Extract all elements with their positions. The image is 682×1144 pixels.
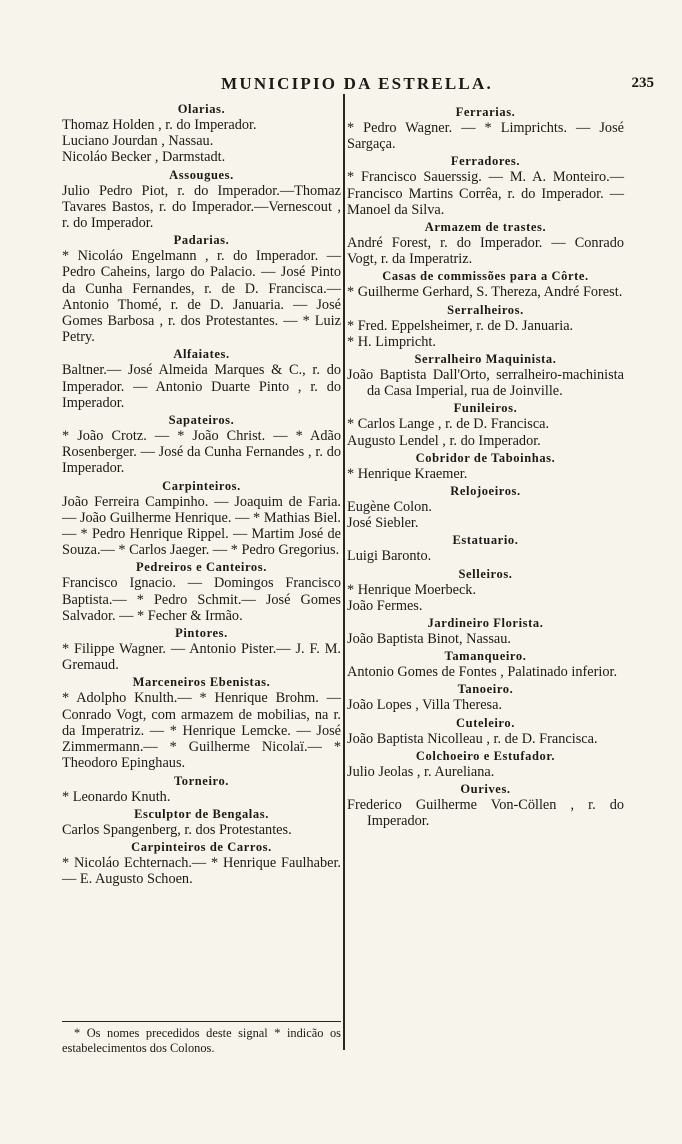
- running-head: MUNICIPIO DA ESTRELLA.: [221, 74, 493, 93]
- section-title: Selleiros.: [458, 566, 513, 581]
- section-title: Estatuario.: [452, 533, 519, 548]
- footnote: * Os nomes precedidos deste signal * indicão os estabelecimentos dos Colonos.: [62, 1021, 341, 1056]
- section-title: Olarias.: [177, 102, 226, 116]
- directory-entry: * Henrique Moerbeck.: [347, 581, 477, 598]
- directory-section: [347, 566, 624, 614]
- directory-section: [347, 715, 624, 747]
- section-title: Serralheiro Maquinista.: [414, 352, 557, 367]
- directory-entry: * Fred. Eppelsheimer, r. de D. Januaria.: [347, 317, 574, 334]
- section-title: Tamanqueiro.: [444, 649, 527, 664]
- directory-section: [62, 101, 341, 166]
- directory-entry: Eugène Colon.: [347, 499, 432, 516]
- directory-entry: * João Crotz. — * João Christ. — * Adão Rosenberger. — José da Cunha Fernandes , r. do Imperador.: [62, 428, 341, 477]
- directory-entry: Antonio Gomes de Fontes , Palatinado inferior.: [347, 664, 618, 681]
- section-title: Ferradores.: [450, 154, 521, 169]
- directory-entry: * Nicoláo Engelmann , r. do Imperador. — Pedro Caheins, largo do Palacio. — José Pinto da Cunha Fernandes, r. de D. Francisca.—Antonio Thomé, r. de D. Januaria. — José Gomes Barbosa , r. dos Protestantes. — * Luiz Petry.: [62, 248, 341, 346]
- directory-entry: * Guilherme Gerhard, S. Thereza, André Forest.: [347, 284, 623, 301]
- directory-entry: * Henrique Kraemer.: [347, 465, 468, 482]
- section-title: Pedreiros e Canteiros.: [136, 560, 267, 575]
- section-title: Torneiro.: [173, 773, 230, 788]
- directory-section: [347, 748, 624, 780]
- section-title: Cuteleiro.: [456, 715, 515, 730]
- right-column: [347, 100, 624, 829]
- directory-section: [62, 478, 341, 559]
- directory-entry: Carlos Spangenberg, r. dos Protestantes.: [62, 821, 292, 838]
- directory-entry: Julio Jeolas , r. Aureliana.: [347, 763, 495, 780]
- directory-entry: Frederico Guilherme Von-Cöllen , r. do Imperador.: [347, 797, 624, 830]
- section-title: Colchoeiro e Estufador.: [415, 748, 556, 763]
- directory-entry: * Pedro Wagner. — * Limprichts. — José Sargaça.: [347, 120, 624, 153]
- directory-section: [62, 167, 341, 232]
- directory-section: [62, 232, 341, 345]
- section-title: Jardineiro Florista.: [427, 616, 544, 631]
- directory-entry: * Francisco Sauerssig. — M. A. Monteiro.— Francisco Martins Corrêa, r. do Imperador. — Manoel da Silva.: [347, 169, 624, 218]
- directory-section: [347, 781, 624, 829]
- directory-section: [347, 532, 624, 564]
- section-title: Esculptor de Bengalas.: [134, 806, 269, 821]
- page-header: [60, 74, 654, 98]
- directory-entry: João Baptista Binot, Nassau.: [347, 631, 512, 648]
- directory-entry: João Lopes , Villa Theresa.: [347, 697, 503, 714]
- directory-entry: Francisco Ignacio. — Domingos Francisco Baptista.— * Pedro Schmit.— José Gomes Salvador. — * Fecher & Irmão.: [62, 575, 341, 624]
- section-title: Casas de commissões para a Côrte.: [382, 269, 589, 284]
- directory-section: [347, 400, 624, 448]
- directory-entry: João Baptista Nicolleau , r. de D. Francisca.: [347, 730, 598, 747]
- directory-entry: * Carlos Lange , r. de D. Francisca.: [347, 416, 550, 433]
- section-title: Assougues.: [169, 167, 234, 182]
- section-title: Serralheiros.: [447, 302, 524, 317]
- section-title: Padarias.: [173, 233, 230, 248]
- section-title: Marceneiros Ebenistas.: [132, 675, 271, 690]
- directory-section: [62, 674, 341, 771]
- directory-section: [62, 346, 341, 411]
- directory-entry: Nicoláo Becker , Darmstadt.: [62, 149, 226, 166]
- directory-entry: Julio Pedro Piot, r. do Imperador.—Thomaz Tavares Bastos, r. do Imperador.—Vernescout , r. do Imperador.: [62, 182, 341, 232]
- directory-section: [62, 559, 341, 624]
- directory-section: [347, 268, 624, 300]
- directory-entry: Luciano Jourdan , Nassau.: [62, 133, 214, 150]
- directory-entry: * Nicoláo Echternach.— * Henrique Faulhaber. — E. Augusto Schoen.: [62, 854, 341, 888]
- directory-entry: Thomaz Holden , r. do Imperador.: [62, 117, 257, 133]
- directory-entry: * H. Limpricht.: [347, 333, 436, 350]
- directory-section: [62, 806, 341, 838]
- directory-section: [347, 483, 624, 531]
- section-title: Cobridor de Taboinhas.: [415, 450, 556, 465]
- directory-entry: João Ferreira Campinho. — Joaquim de Faria. — João Guilherme Henrique. — * Mathias Biel.— * Pedro Henrique Rippel. — Martim José de Souza.— * Carlos Jaeger. — * Pedro Gregorius.: [62, 493, 341, 559]
- directory-entry: Baltner.— José Almeida Marques & C., r. do Imperador. — Antonio Duarte Pinto , r. do Imperador.: [62, 362, 341, 411]
- section-title: Tanoeiro.: [457, 682, 514, 697]
- directory-section: [62, 625, 341, 673]
- section-title: Ferrarias.: [455, 105, 516, 119]
- directory-entry: João Fermes.: [347, 597, 423, 614]
- section-title: Relojoeiros.: [450, 484, 521, 499]
- directory-section: [62, 839, 341, 887]
- section-title: Sapateiros.: [168, 413, 235, 428]
- section-title: Ourives.: [460, 782, 511, 797]
- directory-entry: José Siebler.: [347, 515, 419, 532]
- directory-entry: * Filippe Wagner. — Antonio Pister.— J. F. M. Gremaud.: [62, 641, 341, 674]
- directory-section: [62, 412, 341, 477]
- directory-entry: João Baptista Dall'Orto, serralheiro-machinista da Casa Imperial, rua de Joinville.: [347, 367, 624, 400]
- directory-section: [347, 351, 624, 399]
- column-divider: [343, 94, 345, 1050]
- directory-entry: * Adolpho Knulth.— * Henrique Brohm. —Conrado Vogt, com armazem de mobilias, na r. da Imperatriz. — * Henrique Lemcke. — José Zimmermann.— * Guilherme Nicolaï.— * Theodoro Epinghaus.: [62, 690, 341, 772]
- directory-section: [347, 153, 624, 218]
- directory-entry: * Leonardo Knuth.: [62, 788, 171, 805]
- section-title: Funileiros.: [453, 401, 518, 416]
- left-column: [62, 100, 341, 887]
- directory-entry: Luigi Baronto.: [347, 548, 432, 565]
- directory-entry: André Forest, r. do Imperador. — Conrado Vogt, r. da Imperatriz.: [347, 235, 624, 268]
- section-title: Alfaiates.: [173, 347, 230, 362]
- directory-section: [347, 648, 624, 680]
- directory-section: [62, 773, 341, 805]
- section-title: Armazem de trastes.: [424, 220, 547, 235]
- directory-section: [347, 450, 624, 482]
- directory-section: [347, 681, 624, 713]
- directory-section: [347, 104, 624, 152]
- section-title: Carpinteiros.: [162, 478, 241, 493]
- page-number: 235: [631, 75, 654, 91]
- directory-section: [347, 615, 624, 647]
- section-title: Carpinteiros de Carros.: [131, 839, 272, 854]
- directory-section: [347, 302, 624, 350]
- directory-section: [347, 219, 624, 267]
- section-title: Pintores.: [175, 626, 228, 641]
- directory-entry: Augusto Lendel , r. do Imperador.: [347, 432, 541, 449]
